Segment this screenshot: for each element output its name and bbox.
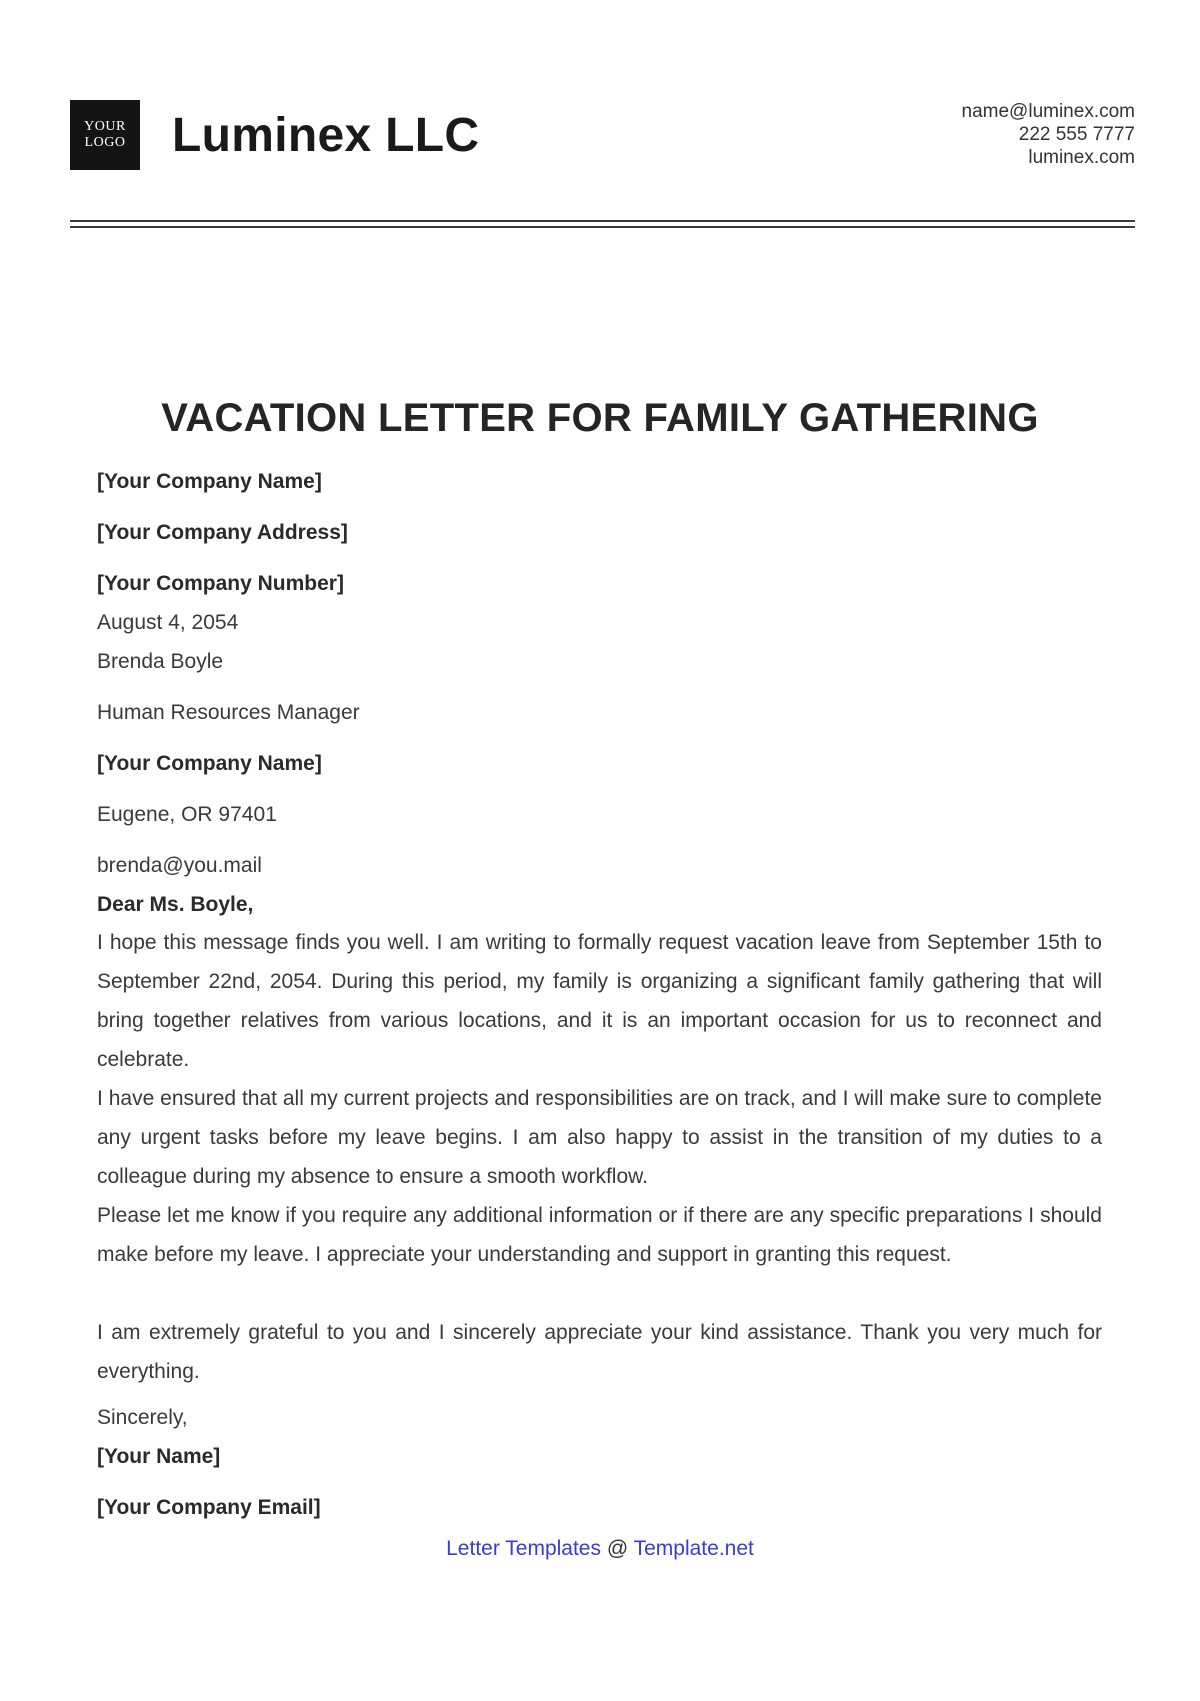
template-net-link[interactable]: Template.net: [633, 1537, 754, 1560]
contact-block: [962, 100, 1135, 169]
company-logo: [70, 100, 140, 170]
letter-templates-link[interactable]: Letter Templates: [446, 1537, 601, 1560]
contact-email: name@luminex.com: [961, 101, 1135, 122]
contact-website: luminex.com: [1028, 147, 1135, 168]
sender-company: [Your Company Name]: [97, 470, 322, 493]
sender-number: [Your Company Number]: [97, 572, 344, 595]
signature-email: [Your Company Email]: [97, 1496, 321, 1519]
recipient-city: Eugene, OR 97401: [97, 803, 277, 826]
paragraph-2: I have ensured that all my current projects and responsibilities are on track, and I will make sure to complete any urgent tasks before my leave begins. I am also happy to assist in the transition of my duties to a colleague during my absence to ensure a smooth workflow.: [97, 1087, 1102, 1188]
paragraph-1: I hope this message finds you well. I am writing to formally request vacation leave from September 15th to September 22nd, 2054. During this period, my family is organizing a significant family gathering that will bring together relatives from various locations, and it is an important occasion for us to reconnect and celebrate.: [97, 931, 1102, 1071]
company-name: Luminex LLC: [172, 109, 480, 162]
paragraph-4: I am extremely grateful to you and I sincerely appreciate your kind assistance. Thank you very much for everything.: [97, 1321, 1102, 1383]
sender-address: [Your Company Address]: [97, 521, 348, 544]
recipient-title: Human Resources Manager: [97, 701, 360, 724]
closing: Sincerely,: [97, 1406, 188, 1429]
letterhead: [70, 100, 1135, 180]
letter-date: August 4, 2054: [97, 611, 239, 634]
footer-attribution: [0, 1537, 1200, 1561]
paragraph-3: Please let me know if you require any additional information or if there are any specific preparations I should make before my leave. I appreciate your understanding and support in granting this request.: [97, 1204, 1102, 1266]
salutation: Dear Ms. Boyle,: [97, 893, 254, 916]
recipient-email: brenda@you.mail: [97, 854, 262, 877]
footer-separator: @: [601, 1537, 634, 1560]
recipient-company: [Your Company Name]: [97, 752, 322, 775]
header-divider-top: [70, 220, 1135, 222]
signature-name: [Your Name]: [97, 1445, 221, 1468]
header-divider-bottom: [70, 226, 1135, 228]
logo-text-line1: YOUR: [84, 119, 126, 134]
recipient-name: Brenda Boyle: [97, 650, 224, 673]
contact-phone: 222 555 7777: [1018, 124, 1135, 145]
logo-text-line2: LOGO: [84, 135, 126, 150]
letter-title: VACATION LETTER FOR FAMILY GATHERING: [161, 396, 1039, 440]
